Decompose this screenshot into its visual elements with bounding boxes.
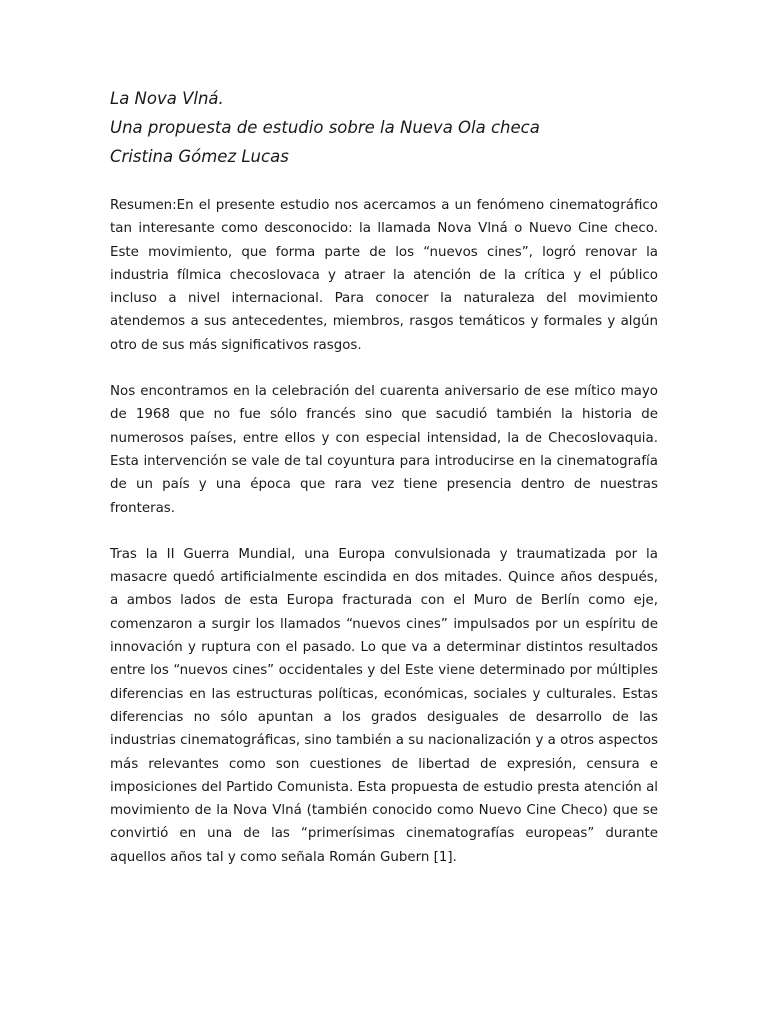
document-author: Cristina Gómez Lucas	[110, 147, 289, 166]
abstract-paragraph: Resumen:En el presente estudio nos acercamos a un fenómeno cinematográfico tan interesante como desconocido: la llamada Nova Vlná o Nuevo Cine checo. Este movimiento, que forma parte de los “nuevos cines”, logró renovar la industria fílmica checoslovaca y atraer la atención de la crítica y el público incluso a nivel internacional. Para conocer la naturaleza del movimiento atendemos a sus antecedentes, miembros, rasgos temáticos y formales y algún otro de sus más significativos rasgos.	[110, 198, 658, 353]
body-paragraph-2: Tras la II Guerra Mundial, una Europa convulsionada y traumatizada por la masacre quedó artificialmente escindida en dos mitades. Quince años después, a ambos lados de esta Europa fracturada con el Muro de Berlín como eje, comenzaron a surgir los llamados “nuevos cines” impulsados por un espíritu de innovación y ruptura con el pasado. Lo que va a determinar distintos resultados entre los “nuevos cines” occidentales y del Este viene determinado por múltiples diferencias en las estructuras políticas, económicas, sociales y culturales. Estas diferencias no sólo apuntan a los grados desiguales de desarrollo de las industrias cinematográficas, sino también a su nacionalización y a otros aspectos más relevantes como son cuestiones de libertad de expresión, censura e imposiciones del Partido Comunista. Esta propuesta de estudio presta atención al movimiento de la Nova Vlná (también conocido como Nuevo Cine Checo) que se convirtió en una de las “primerísimas cinematografías europeas” durante aquellos años tal y como señala Román Gubern [1].	[110, 546, 658, 865]
document-page	[110, 84, 658, 869]
document-title: La Nova Vlná.	[110, 89, 224, 108]
body-paragraph-1: Nos encontramos en la celebración del cuarenta aniversario de ese mítico mayo de 1968 que no fue sólo francés sino que sacudió también la historia de numerosos países, entre ellos y con especial intensidad, la de Checoslovaquia. Esta intervención se vale de tal coyuntura para introducirse en la cinematografía de un país y una época que rara vez tiene presencia dentro de nuestras fronteras.	[110, 384, 658, 516]
document-subtitle: Una propuesta de estudio sobre la Nueva Ola checa	[110, 118, 540, 137]
